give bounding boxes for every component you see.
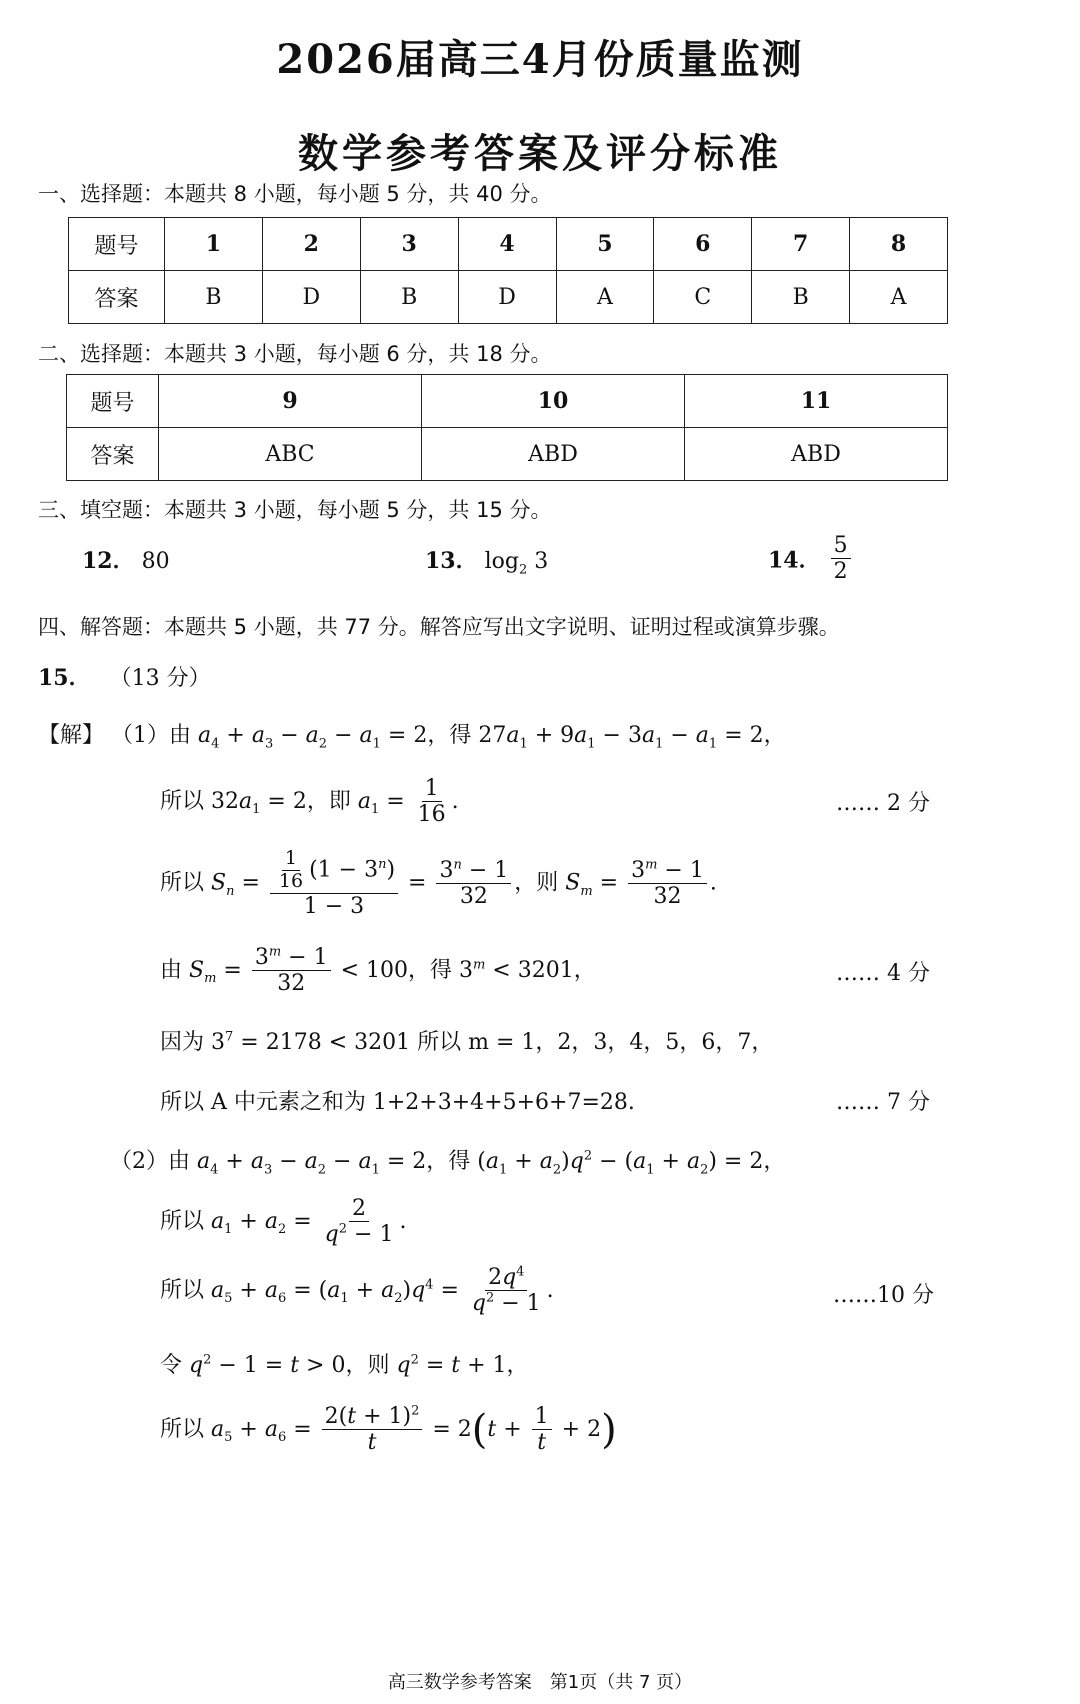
row-label: 答案 — [69, 271, 165, 324]
solution-line-3: 所以 $S_n$ = $\frac{1}{16}$ $(1 - 3^n)$ 1 − 3 = $\frac{3^n - 1}{32}$ ，则 $S_m$ = $\frac{3^m - 1}{32}$ . — [160, 847, 717, 919]
fraction — [831, 533, 851, 585]
question-label: 13． — [425, 548, 478, 574]
row-label: 答案 — [67, 428, 159, 481]
answer-cell: B — [752, 271, 850, 324]
row-label: 题号 — [69, 218, 165, 271]
answer-cell: C — [654, 271, 752, 324]
section2-heading: 二、选择题：本题共 3 小题，每小题 6 分，共 18 分。 — [38, 342, 552, 366]
question-label: 14． — [768, 547, 821, 574]
answer-cell: ABD — [422, 428, 685, 481]
part-label: （1） — [111, 723, 170, 748]
question-number: 4 — [458, 218, 556, 271]
question-points: （13 分） — [109, 666, 211, 691]
question-label: 12． — [82, 548, 135, 574]
solution-line-6: 所以 A 中元素之和为 1+2+3+4+5+6+7=28. — [160, 1090, 635, 1115]
score-marker: …… 7 分 — [836, 1090, 930, 1115]
log-base: 2 — [519, 562, 528, 578]
question-label: 15． — [38, 665, 91, 691]
part-label: （2） — [110, 1149, 168, 1174]
row-label: 题号 — [67, 375, 159, 428]
cause-word: 因为 — [160, 1030, 205, 1055]
question-number: 9 — [159, 375, 422, 428]
table-row — [69, 271, 948, 324]
fill-answer: 80 — [141, 549, 170, 574]
section1-heading: 一、选择题：本题共 8 小题，每小题 5 分，共 40 分。 — [38, 182, 552, 206]
answer-cell: ABD — [685, 428, 948, 481]
answer-cell: D — [262, 271, 360, 324]
section3-heading: 三、填空题：本题共 3 小题，每小题 5 分，共 15 分。 — [38, 498, 552, 522]
table-row — [67, 375, 948, 428]
table-row — [67, 428, 948, 481]
page-title: 2026届高三4月份质量监测 — [276, 36, 804, 83]
answer-cell: B — [360, 271, 458, 324]
fill-answer-log: log — [484, 549, 519, 574]
answer-cell: A — [556, 271, 654, 324]
solution-line-1: 【解】 （1）由 $a_4 + a_3 - a_2 - a_1 = 2$，得 $27a_1 + 9a_1 - 3a_1 - a_1 = 2$， — [38, 723, 786, 752]
answer-13 — [425, 544, 548, 577]
q15-header — [38, 661, 211, 692]
solution-line-7: （2）由 $a_4 + a_3 - a_2 - a_1 = 2$，得 $(a_1 + a_2)q^2 - (a_1 + a_2) = 2$， — [110, 1148, 786, 1178]
solution-line-5: 因为 $3^7 = 2178 < 3201$ 所以 m = 1，2，3，4，5，6，7， — [160, 1029, 774, 1055]
solution-line-11: 所以 $a_5 + a_6$ = $\frac{2(t + 1)^2}{t}$ = 2(t + $\frac{1}{t}$ + 2) — [160, 1403, 617, 1456]
log-argument: 3 — [534, 549, 549, 574]
question-number: 5 — [556, 218, 654, 271]
numerator: 5 — [831, 533, 851, 559]
answer-cell: D — [458, 271, 556, 324]
answer-cell: ABC — [159, 428, 422, 481]
question-number: 6 — [654, 218, 752, 271]
solution-line-9: 所以 $a_5 + a_6 = (a_1 + a_2)q^4$ = $\frac{2q^4}{q^2 - 1}$ . — [160, 1264, 554, 1317]
page-subtitle: 数学参考答案及评分标准 — [298, 130, 782, 177]
section1-answer-table — [68, 217, 948, 324]
question-number: 11 — [685, 375, 948, 428]
solution-line-2: 所以 $32a_1 = 2$，即 $a_1$ = $\frac{1}{16}$ . — [160, 776, 459, 828]
section4-heading: 四、解答题：本题共 5 小题，共 77 分。解答应写出文字说明、证明过程或演算步骤。 — [38, 615, 840, 639]
answer-cell: B — [165, 271, 263, 324]
question-number: 1 — [165, 218, 263, 271]
question-number: 2 — [262, 218, 360, 271]
score-marker: …… 2 分 — [836, 791, 930, 816]
denominator: 2 — [833, 559, 848, 585]
answer-14 — [768, 533, 854, 585]
solution-tag: 【解】 — [38, 723, 105, 748]
question-number: 10 — [422, 375, 685, 428]
solution-line-8: 所以 $a_1 + a_2$ = $\frac{2}{q^2 - 1}$ . — [160, 1196, 407, 1248]
table-row — [69, 218, 948, 271]
question-number: 8 — [850, 218, 948, 271]
question-number: 7 — [752, 218, 850, 271]
score-marker: ……10 分 — [833, 1283, 934, 1308]
solution-line-4: 由 $S_m$ = $\frac{3^m - 1}{32}$ < 100，得 $3^m < 3201$， — [160, 944, 596, 997]
page-footer: 高三数学参考答案 第1页（共 7 页） — [387, 1672, 693, 1693]
answer-cell: A — [850, 271, 948, 324]
m-range-text: 所以 m = 1，2，3，4，5，6，7， — [417, 1030, 774, 1055]
question-number: 3 — [360, 218, 458, 271]
solution-line-10: 令 $q^2 - 1 = t > 0$，则 $q^2 = t + 1$， — [160, 1352, 529, 1378]
score-marker: …… 4 分 — [836, 961, 930, 986]
section2-answer-table — [66, 374, 948, 481]
answer-12 — [82, 544, 170, 575]
